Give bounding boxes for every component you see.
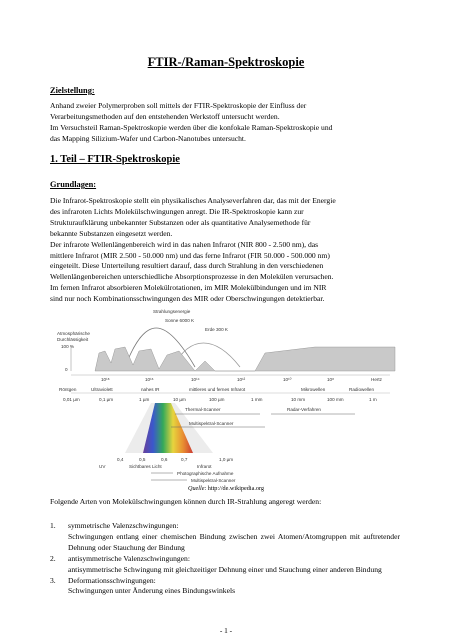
- wavelength-tick: 1 m: [369, 397, 377, 402]
- document-title: FTIR-/Raman-Spektroskopie: [147, 55, 305, 69]
- transmission-area: [95, 347, 395, 371]
- band-label: Ultraviolett: [91, 387, 113, 392]
- grundlagen-line: Wellenlängenbereichen unterschiedliche Absorptionsprozesse in den Molekülen verursachen.: [50, 272, 334, 282]
- section-title-text: FTIR-Spektroskopie: [87, 154, 180, 165]
- vibration-list: [50, 521, 400, 597]
- list-item-description: Schwingungen unter Änderung eines Bindungswinkels: [68, 586, 236, 596]
- grundlagen-label: Grundlagen:: [50, 180, 97, 189]
- wavelength-tick: 1 µm: [139, 397, 150, 402]
- zielstellung-line: Verarbeitungsmethoden auf den entstehenden Werkstoff untersucht werden.: [50, 111, 280, 121]
- label-uv: UV: [99, 464, 106, 469]
- grundlagen-line: des infraroten Lichts Molekülschwingungen anregt. Die IR-Spektroskopie kann zur: [50, 206, 304, 216]
- freq-tick: 10¹⁶: [145, 377, 154, 382]
- grundlagen-line: eingeteilt. Diese Unterteilung resultiert darauf, dass durch Strahlung in den verschiedenen: [50, 261, 324, 271]
- label-zero: 0: [65, 367, 68, 372]
- visible-tick: 0,7: [181, 457, 188, 462]
- list-number: 3.: [50, 575, 56, 585]
- label-radar: Radar-Verfahren: [287, 407, 321, 412]
- wavelength-tick: 1 mm: [251, 397, 263, 402]
- label-strahlungsenergie: Strahlungsenergie: [153, 309, 191, 314]
- list-number: 1.: [50, 521, 56, 530]
- figure-source-label: Quelle: [187, 485, 205, 492]
- figure-source: [0, 485, 452, 492]
- grundlagen-line: Strukturaufklärung unbekannter Substanzen oder als quantitative Analysemethode für: [50, 217, 311, 227]
- zielstellung-line: Im Versuchsteil Raman-Spektroskopie werden über die konfokale Raman-Spektroskopie und: [50, 122, 333, 132]
- list-item: [50, 554, 400, 576]
- wavelength-tick: 0,1 µm: [99, 397, 114, 402]
- page-number: - 1 -: [219, 626, 233, 635]
- list-item-description: Schwingungen entlang einer chemischen Bindung zwischen zwei Atomen/Atomgruppen mit auftretender Dehnung oder Stauchung der Bindung: [68, 531, 400, 552]
- label-erde: Erde 300 K: [205, 327, 228, 332]
- grundlagen-line: sind nur noch Kombinationsschwingungen des MIR oder Oberschwingungen detektierbar.: [50, 294, 325, 304]
- zielstellung-paragraph: [50, 101, 400, 145]
- freq-unit: Hertz: [371, 377, 382, 382]
- list-item-description: antisymmetrische Schwingung mit gleichzeitiger Dehnung einer und Stauchung einer anderen Bindung: [68, 564, 382, 574]
- zielstellung-line: das Mapping Silizium-Wafer und Carbon-Nanotubes untersucht.: [50, 133, 246, 143]
- label-hundert: 100 %: [61, 344, 75, 349]
- wavelength-tick: 100 µm: [209, 397, 225, 402]
- em-spectrum-diagram: [55, 305, 400, 483]
- freq-tick: 10¹⁸: [101, 377, 110, 382]
- grundlagen-line: Der infrarote Wellenlängenbereich wird in das nahen Infrarot (NIR 800 - 2.500 nm), das: [50, 239, 319, 249]
- grundlagen-line: bekannte Substanzen eingesetzt werden.: [50, 228, 173, 238]
- grundlagen-paragraph: [50, 196, 400, 305]
- zielstellung-line: Anhand zweier Polymerproben soll mittels der FTIR-Spektroskopie der Einfluss der: [50, 101, 307, 110]
- visible-tick: 1,0 µm: [219, 457, 234, 462]
- grundlagen-line: Im fernen Infrarot absorbieren Molekülrotationen, im MIR Molekülbindungen und im NIR: [50, 283, 327, 293]
- label-sichtbar: Sichtbares Licht: [129, 464, 162, 469]
- list-item: [50, 576, 400, 598]
- wavelength-tick: 10 µm: [173, 397, 186, 402]
- band-label: nahes IR: [141, 387, 160, 392]
- figure-source-url: : http://de.wikipedia.org: [204, 485, 265, 492]
- vibration-intro: Folgende Arten von Molekülschwingungen können durch IR-Strahlung angeregt werden:: [50, 497, 322, 506]
- list-item-title: Deformationsschwingungen:: [68, 575, 156, 585]
- label-infrarot: Infrarot: [197, 464, 212, 469]
- list-item: [50, 521, 400, 554]
- zielstellung-label: Zielstellung:: [50, 86, 95, 95]
- grundlagen-line: Die Infrarot-Spektroskopie stellt ein physikalisches Analyseverfahren dar, das mit der Energie: [50, 196, 336, 205]
- section-number: 1. Teil –: [50, 154, 88, 165]
- label-multispektral-1: Multispektral-Scanner: [189, 421, 234, 426]
- label-multispektral-2: Multispektral-Scanner: [191, 478, 236, 483]
- section-heading: [50, 154, 180, 165]
- visible-tick: 0,4: [117, 457, 124, 462]
- wavelength-tick: 0,01 µm: [63, 397, 80, 402]
- freq-tick: 10¹²: [237, 377, 246, 382]
- band-label: Mikrowellen: [301, 387, 326, 392]
- label-thermal-scanner: Thermal-Scanner: [185, 407, 221, 412]
- freq-tick: 10⁸: [327, 377, 335, 382]
- wavelength-tick: 10 mm: [291, 397, 306, 402]
- visible-tick: 0,5: [139, 457, 146, 462]
- visible-tick: 0,6: [161, 457, 168, 462]
- label-sonne: Sonne 6000 K: [165, 318, 195, 323]
- em-spectrum-figure: [55, 305, 400, 483]
- band-label: mittleres und fernes Infrarot: [189, 387, 246, 392]
- label-durchlaessigkeit: Durchlässigkeit: [57, 337, 89, 342]
- label-photo: Photographische Aufnahme: [177, 471, 234, 476]
- freq-tick: 10¹⁴: [191, 377, 200, 382]
- band-label: Radiowellen: [349, 387, 375, 392]
- list-item-title: symmetrische Valenzschwingungen:: [68, 521, 179, 530]
- list-number: 2.: [50, 553, 56, 563]
- band-label: Röntgen: [59, 387, 77, 392]
- grundlagen-line: mittlere Infrarot (MIR 2.500 - 50.000 nm) und das ferne Infrarot (FIR 50.000 - 500.000 nm): [50, 250, 330, 260]
- label-atmo: Atmosphärische: [57, 331, 90, 336]
- list-item-title: antisymmetrische Valenzschwingungen:: [68, 553, 190, 563]
- wavelength-tick: 100 mm: [327, 397, 344, 402]
- freq-tick: 10¹⁰: [283, 377, 292, 382]
